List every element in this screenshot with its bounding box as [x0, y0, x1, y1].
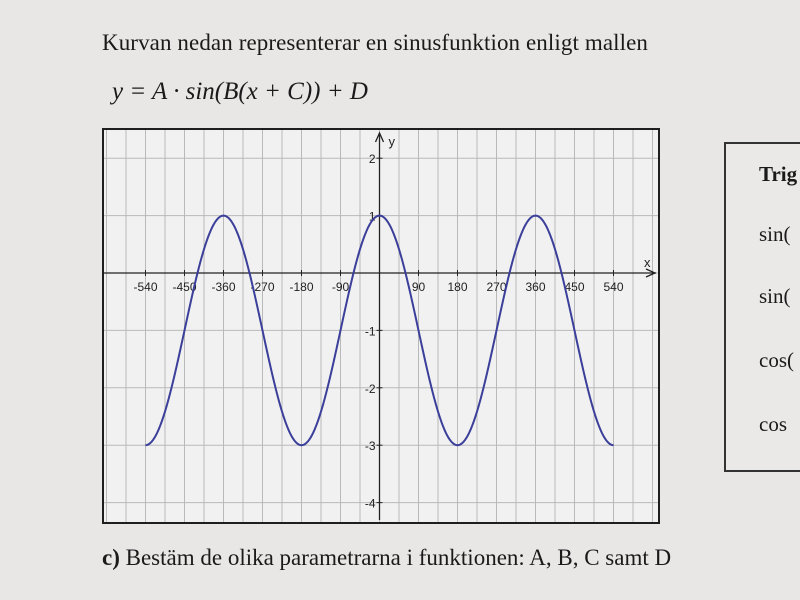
y-axis-label: y	[388, 134, 395, 149]
y-tick-label: -2	[364, 381, 376, 396]
trig-panel	[724, 142, 800, 472]
question-c	[102, 545, 671, 571]
y-tick-label: 1	[368, 209, 376, 224]
formula: y = A · sin(B(x + C)) + D	[112, 78, 368, 105]
y-tick-label: -3	[364, 439, 376, 454]
x-tick-label: -450	[172, 280, 197, 294]
trig-row: sin(	[759, 284, 791, 308]
intro-text: Kurvan nedan representerar en sinusfunktion enligt mallen	[102, 30, 649, 55]
graph-canvas	[104, 130, 658, 522]
y-tick-label: -1	[364, 324, 376, 339]
x-tick-label: 360	[525, 280, 546, 294]
x-tick-label: -180	[289, 280, 314, 294]
question-label: c)	[102, 545, 120, 570]
trig-row: cos(	[759, 348, 794, 372]
trig-panel-title: Trig	[759, 162, 798, 186]
y-tick-label: -4	[364, 496, 376, 511]
x-tick-label: 270	[486, 280, 507, 294]
trig-row: cos	[759, 412, 787, 436]
trig-row: sin(	[759, 222, 791, 246]
x-tick-label: -360	[211, 280, 236, 294]
sine-graph	[102, 128, 660, 524]
x-tick-label: -270	[250, 280, 275, 294]
y-tick-label: 2	[368, 152, 376, 167]
x-tick-label: -540	[133, 280, 158, 294]
x-tick-label: 540	[603, 280, 624, 294]
x-tick-label: 180	[447, 280, 468, 294]
x-tick-label: 90	[411, 280, 426, 294]
question-text: Bestäm de olika parametrarna i funktionen: A, B, C samt D	[125, 545, 672, 570]
x-tick-label: -90	[331, 280, 350, 294]
x-tick-label: 450	[564, 280, 585, 294]
x-axis-label: x	[644, 255, 651, 270]
